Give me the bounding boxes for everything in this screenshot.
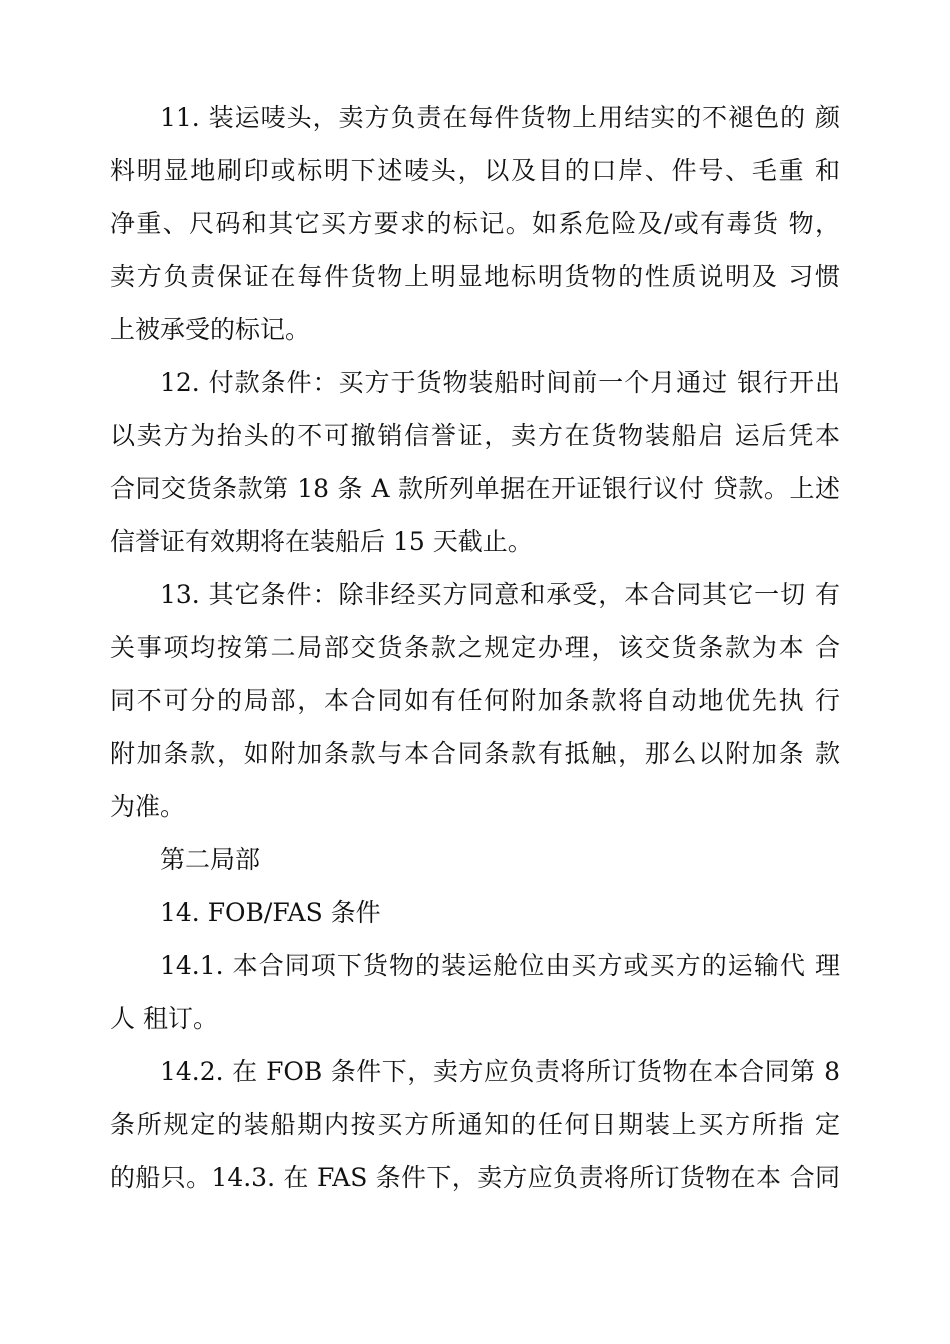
paragraph-11-line-2: 料明显地刷印或标明下述唛头，以及目的口岸、件号、毛重 和 — [110, 156, 840, 185]
paragraph-13-line-5: 为准。 — [110, 792, 186, 821]
paragraph-13-line-4: 附加条款，如附加条款与本合同条款有抵触，那么以附加条 款 — [110, 739, 840, 768]
clause-14-2-line-3: 的船只。14.3. 在 FAS 条件下，卖方应负责将所订货物在本 合同 — [110, 1163, 840, 1192]
clause-14-2-line-1: 14.2. 在 FOB 条件下，卖方应负责将所订货物在本合同第 8 — [160, 1057, 840, 1086]
paragraph-11-line-5: 上被承受的标记。 — [110, 315, 311, 344]
section-heading: 第二局部 — [160, 845, 261, 874]
paragraph-13-line-1: 13. 其它条件：除非经买方同意和承受，本合同其它一切 有 — [160, 580, 840, 609]
paragraph-12-line-2: 以卖方为抬头的不可撤销信誉证，卖方在货物装船启 运后凭本 — [110, 421, 840, 450]
paragraph-12-line-3: 合同交货条款第 18 条 A 款所列单据在开证银行议付 贷款。上述 — [110, 474, 840, 503]
clause-14-1-line-1: 14.1. 本合同项下货物的装运舱位由买方或买方的运输代 理 — [160, 951, 840, 980]
paragraph-11-line-4: 卖方负责保证在每件货物上明显地标明货物的性质说明及 习惯 — [110, 262, 840, 291]
paragraph-13-line-3: 同不可分的局部，本合同如有任何附加条款将自动地优先执 行 — [110, 686, 840, 715]
clause-14-1-line-2: 人 租订。 — [110, 1004, 218, 1033]
clause-14-2-line-2: 条所规定的装船期内按买方所通知的任何日期装上买方所指 定 — [110, 1110, 840, 1139]
paragraph-12-line-1: 12. 付款条件：买方于货物装船时间前一个月通过 银行开出 — [160, 368, 840, 397]
clause-14-heading: 14. FOB/FAS 条件 — [160, 898, 381, 927]
paragraph-12-line-4: 信誉证有效期将在装船后 15 天截止。 — [110, 527, 533, 556]
paragraph-11-line-3: 净重、尺码和其它买方要求的标记。如系危险及/或有毒货 物， — [110, 209, 840, 238]
paragraph-11-line-1: 11. 装运唛头，卖方负责在每件货物上用结实的不褪色的 颜 — [160, 103, 840, 132]
paragraph-13-line-2: 关事项均按第二局部交货条款之规定办理，该交货条款为本 合 — [110, 633, 840, 662]
